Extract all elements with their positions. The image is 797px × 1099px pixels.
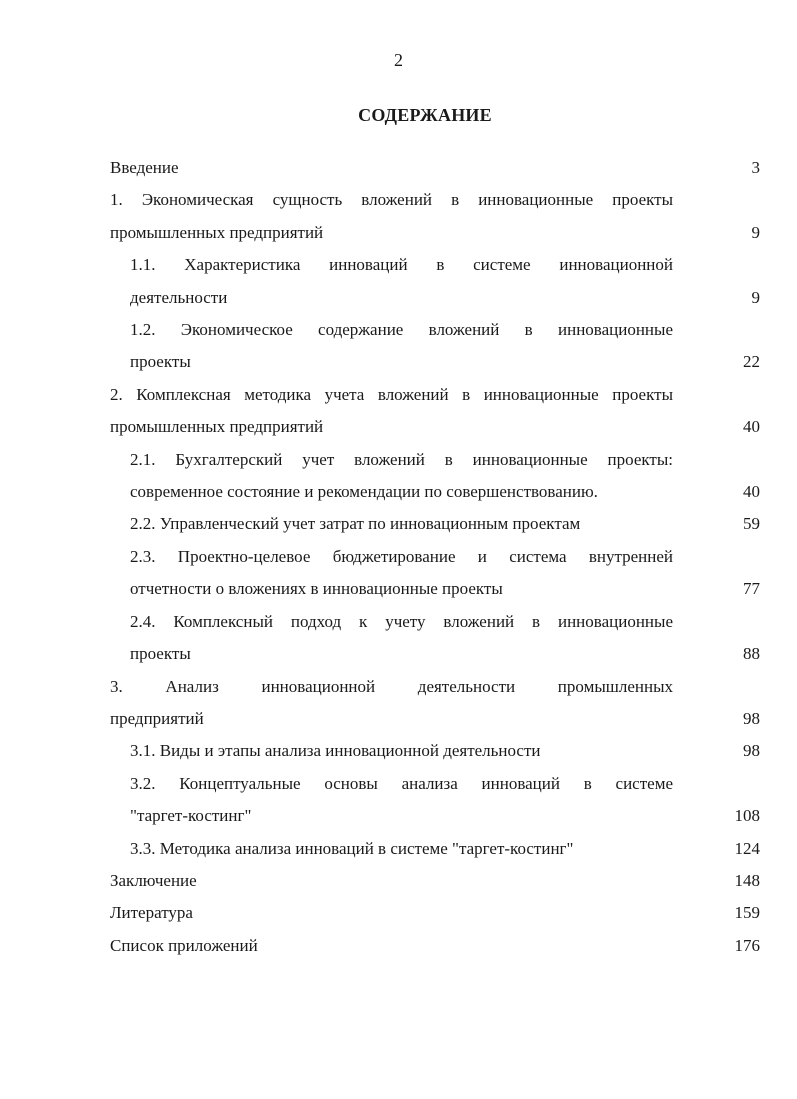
toc-page-number: 108 bbox=[734, 806, 760, 826]
toc-entry-line: 3. Анализ инновационной деятельности промышленных bbox=[110, 676, 673, 696]
toc-page-number: 98 bbox=[743, 741, 760, 761]
toc-entry-line: современное состояние и рекомендации по совершенствованию. bbox=[130, 482, 598, 502]
toc-entry-line: отчетности о вложениях в инновационные проекты bbox=[130, 579, 503, 599]
toc-entry-line: проекты bbox=[130, 352, 191, 372]
toc-entry-line: Список приложений bbox=[110, 935, 258, 955]
toc-entry[interactable] bbox=[110, 314, 760, 379]
toc-page-number: 9 bbox=[751, 287, 760, 307]
toc-page-number: 124 bbox=[734, 838, 760, 858]
toc-entry-line: 2. Комплексная методика учета вложений в инновационные проекты bbox=[110, 384, 673, 404]
page-number: 2 bbox=[394, 50, 403, 70]
toc-entry[interactable] bbox=[110, 671, 760, 736]
toc-entry[interactable] bbox=[110, 508, 760, 540]
toc-entry-line: проекты bbox=[130, 644, 191, 664]
toc-entry-line: деятельности bbox=[130, 287, 228, 307]
toc-page-number: 22 bbox=[743, 352, 760, 372]
toc-entry-line: Литература bbox=[110, 903, 193, 923]
toc-entry[interactable] bbox=[110, 152, 760, 184]
toc-entry[interactable] bbox=[110, 897, 760, 929]
toc-entry[interactable] bbox=[110, 184, 760, 249]
table-of-contents bbox=[110, 152, 760, 962]
page-title: СОДЕРЖАНИЕ bbox=[358, 105, 492, 125]
toc-page-number: 40 bbox=[743, 417, 760, 437]
toc-entry-line: 3.2. Концептуальные основы анализа инноваций в системе bbox=[130, 773, 673, 793]
toc-entry[interactable] bbox=[110, 606, 760, 671]
toc-entry-line: 2.1. Бухгалтерский учет вложений в инновационные проекты: bbox=[130, 449, 673, 469]
toc-entry[interactable] bbox=[110, 768, 760, 833]
toc-entry-line: промышленных предприятий bbox=[110, 417, 324, 437]
toc-entry-line: 3.1. Виды и этапы анализа инновационной деятельности bbox=[130, 741, 541, 761]
toc-page-number: 77 bbox=[743, 579, 760, 599]
toc-entry[interactable] bbox=[110, 930, 760, 962]
toc-page-number: 148 bbox=[734, 870, 760, 890]
toc-page-number: 3 bbox=[751, 158, 760, 177]
toc-entry-line: предприятий bbox=[110, 708, 204, 728]
toc-entry[interactable] bbox=[110, 833, 760, 865]
toc-entry[interactable] bbox=[110, 865, 760, 897]
toc-page-number: 98 bbox=[743, 708, 760, 728]
toc-entry-line: 1.2. Экономическое содержание вложений в инновационные bbox=[130, 320, 673, 340]
toc-page-number: 88 bbox=[743, 644, 760, 664]
toc-entry[interactable] bbox=[110, 735, 760, 767]
toc-entry-line: "таргет-костинг" bbox=[130, 806, 252, 826]
toc-entry-line: 2.3. Проектно-целевое бюджетирование и система внутренней bbox=[130, 546, 673, 566]
toc-page-number: 40 bbox=[743, 482, 760, 502]
toc-entry-line: 2.2. Управленческий учет затрат по инновационным проектам bbox=[130, 514, 581, 534]
toc-entry[interactable] bbox=[110, 379, 760, 444]
toc-entry-line: 1.1. Характеристика инноваций в системе инновационной bbox=[130, 255, 673, 275]
toc-entry-line: Введение bbox=[110, 158, 179, 177]
toc-entry[interactable] bbox=[110, 444, 760, 509]
toc-entry[interactable] bbox=[110, 541, 760, 606]
toc-page-number: 9 bbox=[751, 222, 760, 242]
toc-entry[interactable] bbox=[110, 249, 760, 314]
toc-entry-line: 3.3. Методика анализа инноваций в системе "таргет-костинг" bbox=[130, 838, 574, 858]
toc-page-number: 159 bbox=[734, 903, 760, 923]
toc-entry-line: промышленных предприятий bbox=[110, 222, 324, 242]
toc-page-number: 176 bbox=[734, 935, 760, 955]
toc-entry-line: Заключение bbox=[110, 870, 197, 890]
toc-page-number: 59 bbox=[743, 514, 760, 534]
toc-entry-line: 1. Экономическая сущность вложений в инновационные проекты bbox=[110, 190, 673, 210]
toc-entry-line: 2.4. Комплексный подход к учету вложений в инновационные bbox=[130, 611, 673, 631]
